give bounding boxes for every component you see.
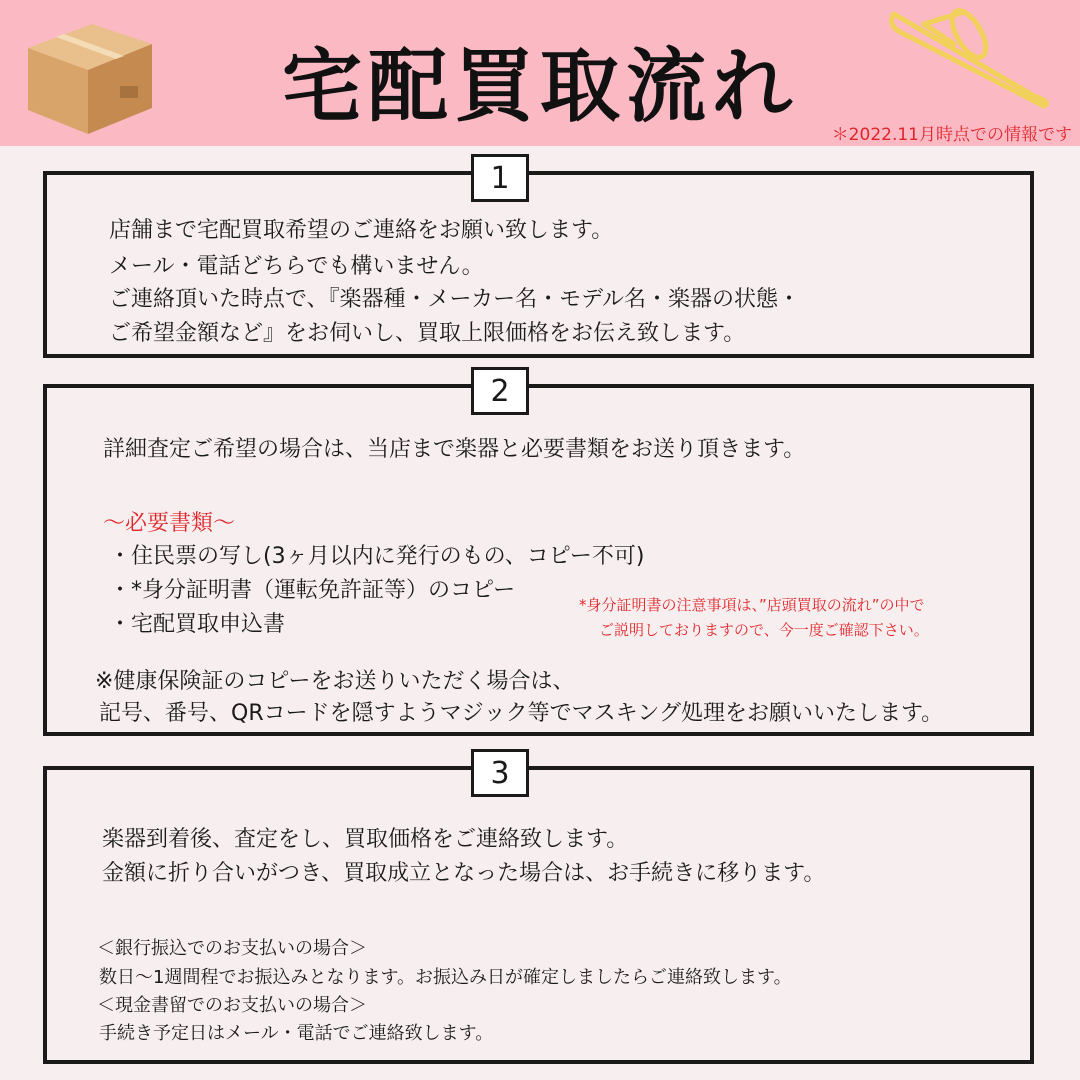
- required-doc-item: ・*身分証明書（運転免許証等）のコピー: [109, 578, 516, 603]
- cash-registered-heading: ＜現金書留でのお支払いの場合＞: [97, 995, 367, 1016]
- step-3-line-2: 金額に折り合いがつき、買取成立となった場合は、お手続きに移ります。: [102, 861, 826, 886]
- bank-transfer-text: 数日〜1週間程でお振込みとなります。お振込み日が確定しましたらご連絡致します。: [99, 967, 792, 988]
- step-1-number: 1: [471, 154, 529, 202]
- cash-registered-text: 手続き予定日はメール・電話でご連絡致します。: [99, 1023, 494, 1044]
- step-1-line-4: ご希望金額など』をお伺いし、買取上限価格をお伝え致します。: [109, 321, 746, 346]
- step-2-intro: 詳細査定ご希望の場合は、当店まで楽器と必要書類をお送り頂きます。: [103, 437, 806, 462]
- required-docs-heading: 〜必要書類〜: [103, 511, 236, 536]
- step-1-line-3: ご連絡頂いた時点で、『楽器種・メーカー名・モデル名・楽器の状態・: [109, 287, 801, 312]
- step-2-box: [43, 374, 1034, 736]
- insurance-note-line-2: 記号、番号、QRコードを隠すようマジック等でマスキング処理をお願いいたします。: [99, 701, 944, 726]
- step-3-line-1: 楽器到着後、査定をし、買取価格をご連絡致します。: [102, 827, 629, 852]
- insurance-note-line-1: ※健康保険証のコピーをお送りいただく場合は、: [95, 669, 575, 694]
- page-title: 宅配買取流れ: [282, 40, 798, 133]
- required-doc-item: ・宅配買取申込書: [109, 612, 286, 637]
- required-doc-item: ・住民票の写し(3ヶ月以内に発行のもの、コピー不可): [109, 544, 645, 569]
- step-3-number: 3: [471, 749, 529, 797]
- header-banner: [0, 0, 1080, 146]
- id-note-line-1: *身分証明書の注意事項は、”店頭買取の流れ”の中で: [579, 596, 925, 614]
- id-note-line-2: ご説明しておりますので、今一度ご確認下さい。: [599, 621, 929, 639]
- step-1-line-2: メール・電話どちらでも構いません。: [109, 254, 484, 279]
- bank-transfer-heading: ＜銀行振込でのお支払いの場合＞: [97, 938, 367, 959]
- step-1-line-1: 店舗まで宅配買取希望のご連絡をお願い致します。: [109, 218, 614, 243]
- step-2-number: 2: [471, 367, 529, 415]
- date-note: ＊2022.11月時点での情報です: [831, 125, 1072, 145]
- step-1-box: [43, 161, 1034, 358]
- step-3-box: [43, 756, 1034, 1064]
